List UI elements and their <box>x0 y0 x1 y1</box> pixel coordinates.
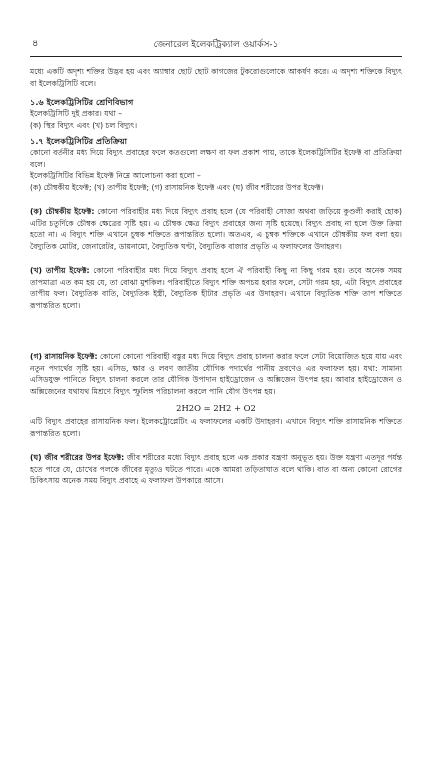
page-body <box>30 66 402 487</box>
intro-paragraph: মধ্যে একটি অদৃশ্য শক্তির উদ্ভব হয় এবং অ্যাম্বার ছোট ছোট কাগজের টুকরোগুলোকে আকর্ষণ করে। এ অদৃশ্য শক্তিকে বিদ্যুৎ বা ইলেকট্রিসিটি বলে। <box>30 67 402 88</box>
biological-effect-text: জীব শরীরের মধ্যে বিদ্যুৎ প্রবাহ হলে এক প্রকার যন্ত্রণা অনুভূত হয়। উক্ত যন্ত্রণা এতদূর পর্যন্ত হতে পারে যে, চোখের পলকে জীবের মৃত্যুও ঘটতে পারে। একে আমরা তড়িতাঘাত বলে থাকি। বাত বা অন্য কোনো রোগের চিকিৎসায় অনেক সময় বিদ্যুৎ প্রবাহে এ ফলাফল উপকারে আসে। <box>30 453 402 485</box>
section-1-7-effects-list: (ক) চৌম্বকীয় ইফেক্ট; (খ) তাপীয় ইফেক্ট; (গ) রাসায়নিক ইফেক্ট এবং (ঘ) জীব শরীরের উপর ইফেক্ট। <box>30 182 324 192</box>
magnetic-effect-label: (ক) চৌম্বকীয় ইফেক্ট: <box>30 207 95 216</box>
header-divider <box>30 56 402 57</box>
page-number: ৪ <box>32 38 39 49</box>
section-1-6-line-1: ইলেকট্রিসিটি দুই প্রকার। যথা – <box>30 109 122 118</box>
water-electrolysis-equation: 2H2O = 2H2 + O2 <box>176 403 256 413</box>
running-title: জেনারেল ইলেকট্রিক্যাল ওয়ার্কস-১ <box>153 40 279 50</box>
thermal-effect-text: কোনো পরিবাহীর মধ্য দিয়ে বিদ্যুৎ প্রবাহ হলে ঐ পরিবাহী কিছু না কিছু গরম হয়। তবে অনেক সময় তাপমাত্রা এত কম হয় যে, তা বোঝা মুশকিল। পরিবাহীতে বিদ্যুৎ শক্তি অপচয় হবার ফলে, সেটা গরম হয়, এটা বিদ্যুৎ প্রবাহের তাপীয় ফল। বৈদ্যুতিক বাতি, বৈদ্যুতিক ইস্ত্রী, বৈদ্যুতিক হীটার প্রভৃতি এর উদাহরণ। এখানে বিদ্যুতিক শক্তি তাপ শক্তিতে রূপান্তরিত হলো। <box>30 266 402 310</box>
thermal-effect-label: (খ) তাপীয় ইফেক্ট: <box>30 266 90 275</box>
section-1-7-list-intro: ইলেকট্রিসিটির বিভিন্ন ইফেক্ট নিম্নে আলোচনা করা হলো – <box>30 171 201 180</box>
chemical-effect-block <box>30 351 402 439</box>
section-1-7-heading: ১.৭ ইলেকট্রিসিটির প্রতিক্রিয়া <box>30 136 128 146</box>
magnetic-effect-text: কোনো পরিবাহীর মধ্য দিয়ে বিদ্যুৎ প্রবাহ হলে (যে পরিবাহী সোজা অথবা জড়িয়ে কুণ্ডলী করাই হোক) এটির চতুর্দিকে চৌম্বক ক্ষেত্রের সৃষ্টি হয়। এ চৌম্বক ক্ষেত্র বিদ্যুৎ প্রবাহের জন্য সৃষ্টি হয়েছে। বিদ্যুৎ প্রবাহ না হলে উক্ত ক্রিয়া হতো না। এ বিদ্যুৎ শক্তি এখানে চুম্বক শক্তিতে রূপান্তরিত হলো। অতএব, এ চুম্বক শক্তিকে এখানে চৌম্বকীয় ফল বলা হয়। বৈদ্যুতিক মোটর, জেনারেটর, ডায়নামো, বৈদ্যুতিক ঘণ্টা, বৈদ্যুতিক বাজার প্রভৃতি এ ফলাফলের উদাহরণ। <box>30 207 402 251</box>
section-1-6-heading: ১.৬ ইলেকট্রিসিটির শ্রেণিবিভাগ <box>30 97 134 107</box>
biological-effect-label: (ঘ) জীব শরীরের উপর ইফেক্ট: <box>30 453 125 462</box>
section-1-7-body: কোনো বর্তনীর মধ্য দিয়ে বিদ্যুৎ প্রবাহের ফলে কতগুলো লক্ষণ বা ফল প্রকাশ পায়, তাকে ইলেকট্রিসিটির ইফেক্ট বা প্রতিক্রিয়া বলে। <box>30 148 402 169</box>
thermal-effect-block <box>30 265 402 311</box>
chemical-effect-conclusion: এটি বিদ্যুৎ প্রবাহের রাসায়নিক ফল। ইলেকট্রোপ্লেটিং এ ফলাফলের একটি উদাহরণ। এখানে বিদ্যুৎ শক্তি রাসায়নিক শক্তিতে রূপান্তরিত হলো। <box>30 417 402 438</box>
biological-effect-block <box>30 452 402 487</box>
page-header <box>30 36 402 54</box>
chemical-effect-label: (গ) রাসায়নিক ইফেক্ট: <box>30 352 98 361</box>
section-1-6-line-2: (ক) স্থির বিদ্যুৎ এবং (খ) চল বিদ্যুৎ। <box>30 120 138 130</box>
magnetic-effect-block <box>30 206 402 252</box>
chemical-effect-text: কোনো কোনো পরিবাহী বস্তুর মধ্য দিয়ে বিদ্যুৎ প্রবাহ চালনা করার ফলে সেটা বিয়োজিত হয়ে যায় এবং নতুন পদার্থের সৃষ্টি হয়। এসিড, ক্ষার ও লবণ জাতীয় যৌগিক পদার্থের পানীয় দ্রবণেও এর ফলাফল হয়। যথা: সামান্য এসিডযুক্ত পানিতে বিদ্যুৎ চালনা করলে তার যৌগিক উপাদান হাইড্রোজেন ও অক্সিজেন উৎপন্ন হয়। আবার হাইড্রোজেন ও অক্সিজেনের যথাযথ মিশ্রণে বিদ্যুৎ স্ফুলিঙ্গ পরিচালনা করলে পানি যৌগ উৎপন্ন হয়। <box>30 352 403 396</box>
